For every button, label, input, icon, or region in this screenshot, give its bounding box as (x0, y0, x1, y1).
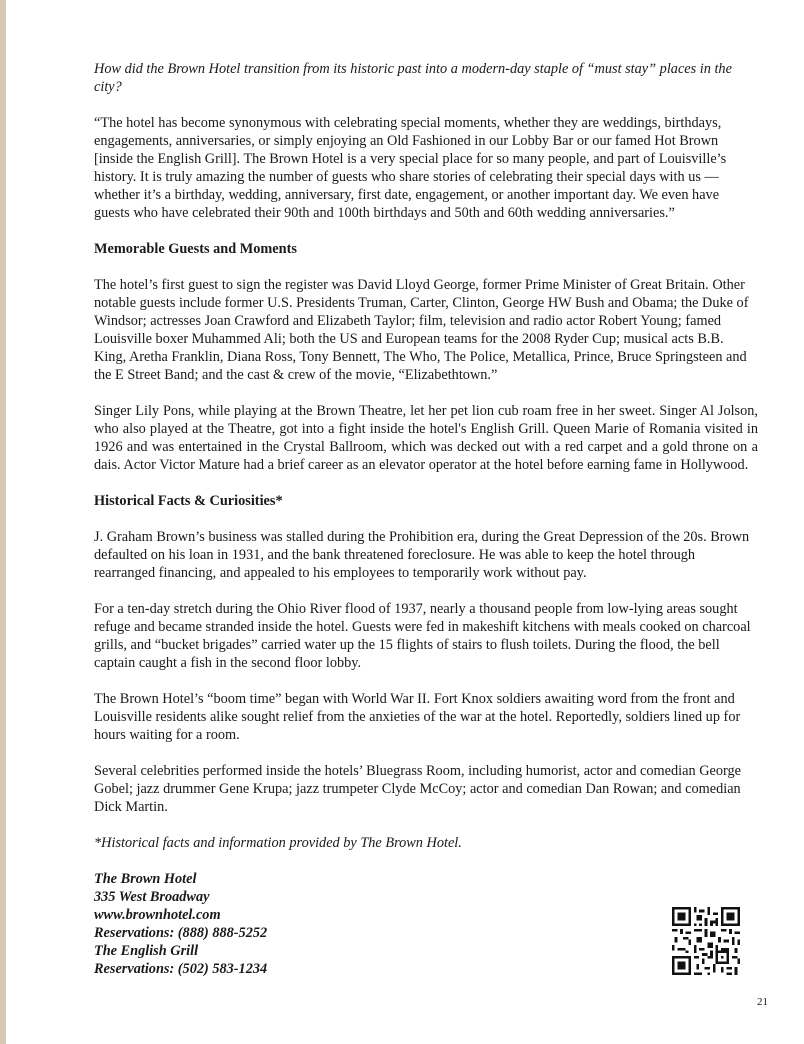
paragraph: Singer Lily Pons, while playing at the Brown Theatre, let her pet lion cub roam free in her sweet. Singer Al Jolson, who also played at the Theatre, got into a fight inside the hotel's English Grill. Queen Marie of Romania visited in 1926 and was entertained in the Crystal Ballroom, which was decked out with a red carpet and a gold throne on a dais. Actor Victor Mature had a brief career as an elevator operator at the hotel before earning fame in Hollywood. (94, 403, 758, 473)
paragraph: For a ten-day stretch during the Ohio River flood of 1937, nearly a thousand people from low-lying areas sought refuge and became stranded inside the hotel. Guests were fed in makeshift kitchens with meals cooked on charcoal grills, and “bucket brigades” carried water up the 15 flights of stairs to flush toilets. During the flood, the bell captain caught a fish in the second floor lobby. (94, 601, 751, 671)
interview-answer: “The hotel has become synonymous with celebrating special moments, whether they are weddings, birthdays, engagements, anniversaries, or simply enjoying an Old Fashioned in our Lobby Bar or our famed Hot Brown [inside the English Grill]. The Brown Hotel is a very special place for so many people, and part of Louisville’s history. It is truly amazing the number of guests who share stories of celebrating their special days with us — whether it’s a birthday, wedding, anniversary, first date, engagement, or another important day. We even have guests who have celebrated their 90th and 100th birthdays and 50th and 60th wedding anniversaries.” (94, 115, 727, 221)
paragraph: Several celebrities performed inside the hotels’ Bluegrass Room, including humorist, actor and comedian George Gobel; jazz drummer Gene Krupa; jazz trumpeter Clyde McCoy; actor and comedian Dan Rowan; and comedian Dick Martin. (94, 763, 742, 815)
page-number: 21 (757, 996, 768, 1008)
contact-line-hotel-name: The Brown Hotel (94, 871, 197, 887)
contact-line-grill-name: The English Grill (94, 943, 199, 959)
section-heading-guests: Memorable Guests and Moments (94, 241, 297, 257)
paragraph: The hotel’s first guest to sign the register was David Lloyd George, former Prime Minister of Great Britain. Other notable guests include former U.S. Presidents Truman, Carter, Clinton, George HW Bush and Obama; the Duke of Windsor; actresses Joan Crawford and Elizabeth Taylor; film, television and radio actor Robert Young; famed Louisville boxer Muhammed Ali; both the US and European teams for the 2008 Ryder Cup; musical acts B.B. King, Aretha Franklin, Diana Ross, Tony Bennett, The Who, The Police, Metallica, Prince, Bruce Springsteen and the E Street Band; and the cast & crew of the movie, “Elizabethtown.” (94, 277, 749, 383)
contact-block (94, 870, 758, 978)
interview-question: How did the Brown Hotel transition from its historic past into a modern-day staple of “must stay” places in the city? (94, 61, 732, 95)
footnote: *Historical facts and information provided by The Brown Hotel. (94, 835, 462, 851)
contact-line-website[interactable]: www.brownhotel.com (94, 907, 221, 923)
qr-code-icon[interactable] (672, 907, 740, 975)
paragraph: The Brown Hotel’s “boom time” began with World War II. Fort Knox soldiers awaiting word from the front and Louisville residents alike sought relief from the anxieties of the war at the hotel. Reportedly, soldiers lined up for hours waiting for a room. (94, 691, 741, 743)
contact-line-hotel-reservations: Reservations: (888) 888-5252 (94, 925, 268, 941)
paragraph: J. Graham Brown’s business was stalled during the Prohibition era, during the Great Depression of the 20s. Brown defaulted on his loan in 1931, and the bank threatened foreclosure. He was able to keep the hotel through rearranged financing, and appealed to his employees to temporarily work without pay. (94, 529, 750, 581)
contact-line-grill-reservations: Reservations: (502) 583-1234 (94, 961, 268, 977)
section-heading-history: Historical Facts & Curiosities* (94, 493, 283, 509)
contact-line-address: 335 West Broadway (94, 889, 210, 905)
page-edge-rule (0, 0, 6, 1044)
article-body (94, 60, 758, 978)
